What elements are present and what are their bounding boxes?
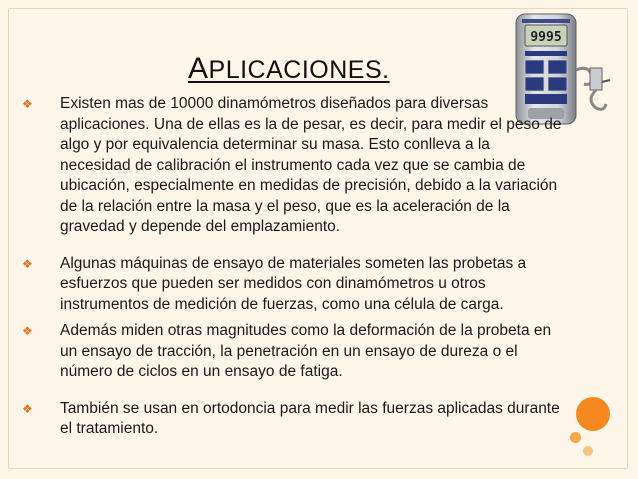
decorative-circle-large [576,397,610,431]
bullet-item [22,94,562,238]
diamond-bullet-icon: ❖ [22,97,33,111]
bullet-text: Existen mas de 10000 dinamómetros diseñados para diversas aplicaciones. Una de ellas es la de pesar, es decir, para medir el peso de algo y por equivalencia determinar su masa. Esto conlleva a la necesidad de calibración el instrumento cada vez que se cambia de ubicación, especialmente en medidas de precisión, debido a la variación de la relación entre la masa y el peso, que es la aceleración de la gravedad y depende del emplazamiento. [60,95,562,235]
bullet-text: Además miden otras magnitudes como la deformación de la probeta en un ensayo de tracción, la penetración en un ensayo de dureza o el número de ciclos en un ensayo de fatiga. [60,322,552,380]
bullet-item [22,321,562,383]
title-rest: PLICACIONES. [208,56,390,84]
bullet-list [22,94,562,440]
gauge-display-text: 9995 [530,30,562,45]
diamond-bullet-icon: ❖ [22,324,33,338]
bullet-text: Algunas máquinas de ensayo de materiales someten las probetas a esfuerzos que pueden ser medidos con dinamómetros u otros instrumentos de medición de fuerzas, como una célula de carga. [60,254,527,313]
bullet-item [22,254,562,316]
decorative-circle-small [583,446,593,456]
decorative-circle-small [570,432,581,443]
diamond-bullet-icon: ❖ [22,256,33,271]
bullet-item [22,399,562,440]
slide-title [188,52,390,86]
bullet-text: También se usan en ortodoncia para medir las fuerzas aplicadas durante el tratamiento. [60,399,560,437]
diamond-bullet-icon: ❖ [22,401,33,416]
title-first-letter: A [188,52,209,85]
